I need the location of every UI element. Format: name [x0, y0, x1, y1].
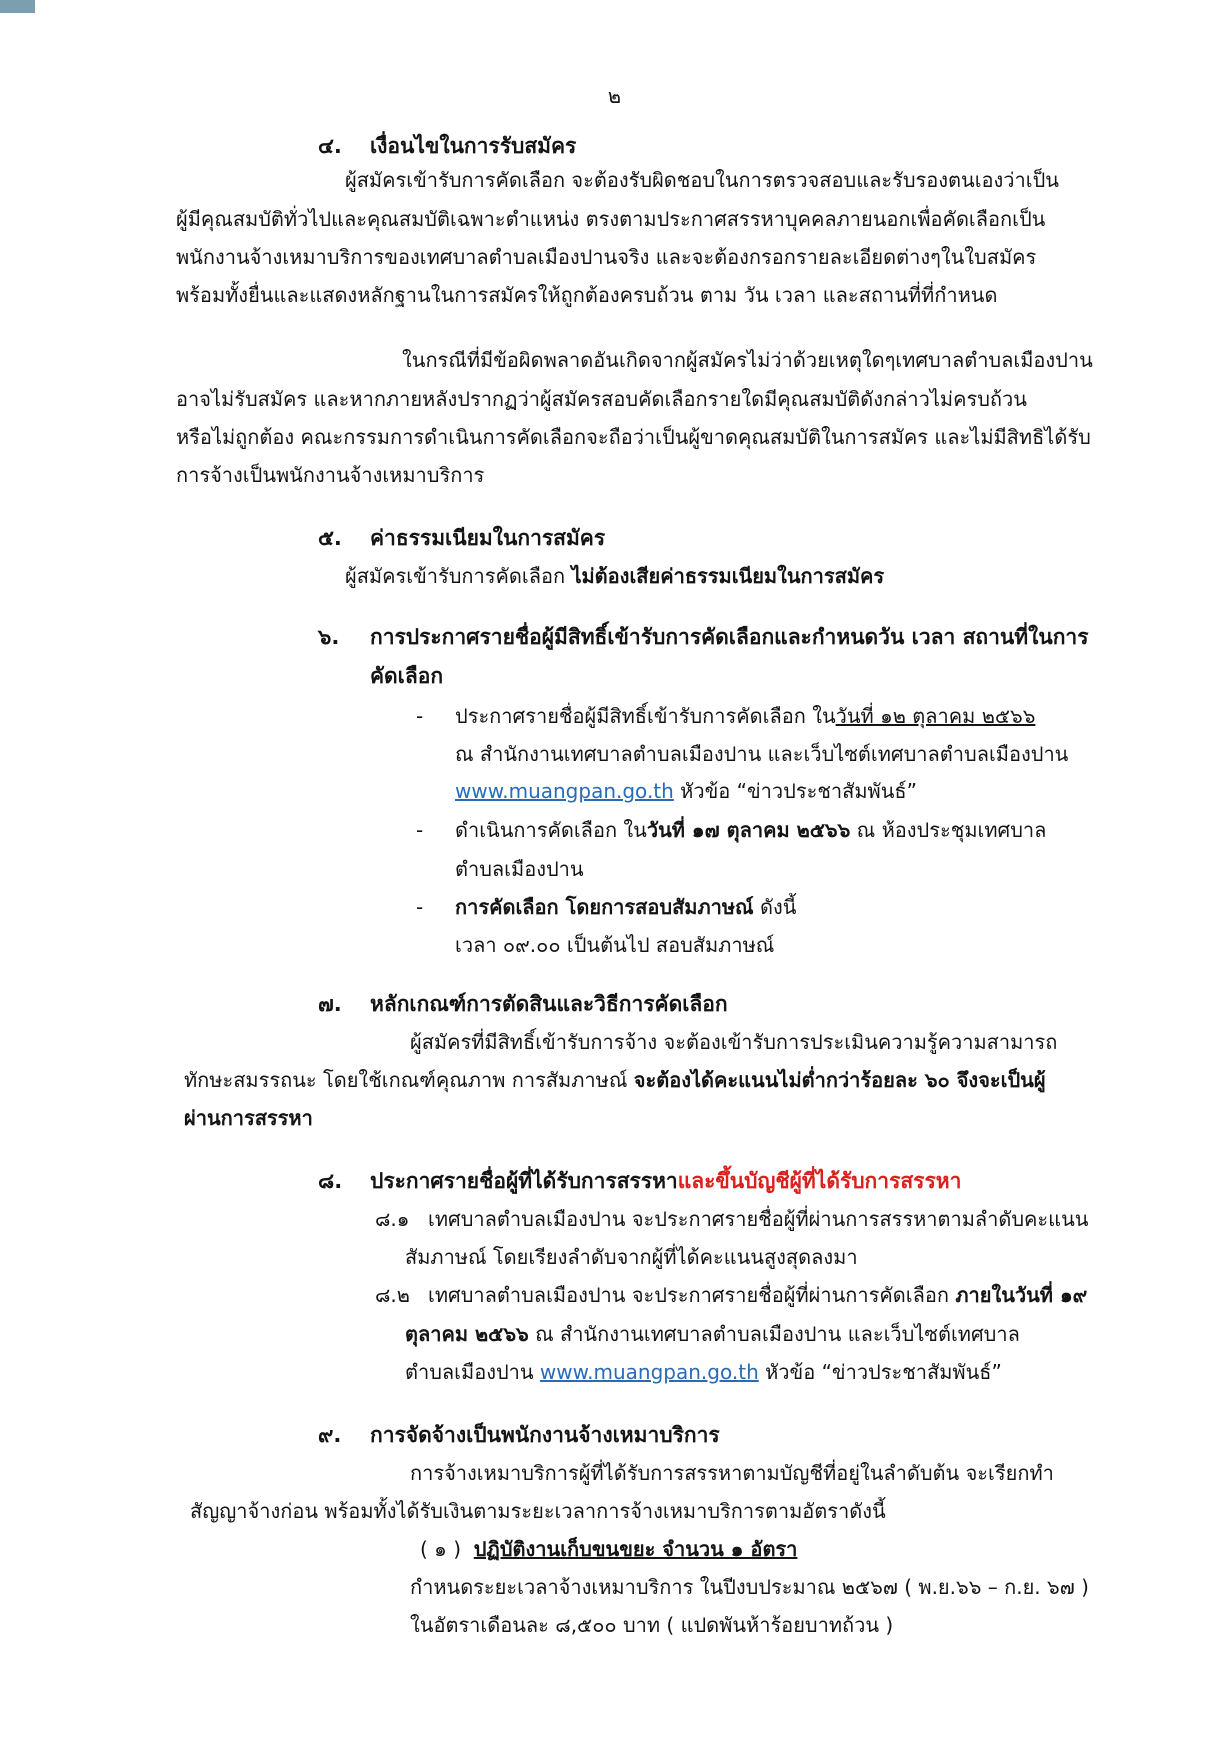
scan-edge-mark: [0, 0, 35, 13]
bullet-2-text: ดำเนินการคัดเลือก ใน: [455, 818, 647, 842]
item-8-2-month: ตุลาคม ๒๕๖๖: [405, 1322, 529, 1346]
paragraph-line: อาจไม่รับสมัคร และหากภายหลังปรากฏว่าผู้สมัครสอบคัดเลือกรายใดมีคุณสมบัติดังกล่าวไม่ครบถ้วน: [176, 387, 1027, 411]
section-7-heading: [318, 990, 728, 1018]
item-9-1-number: ( ๑ ): [420, 1537, 462, 1561]
item-8-2-number: ๘.๒: [375, 1283, 410, 1307]
bullet-2-line1: [455, 816, 1046, 844]
bullet-3-line2: เวลา ๐๙.๐๐ เป็นต้นไป สอบสัมภาษณ์: [455, 933, 775, 957]
section-9-title: การจัดจ้างเป็นพนักงานจ้างเหมาบริการ: [370, 1423, 720, 1447]
item-9-1-line3: ในอัตราเดือนละ ๘,๕๐๐ บาท ( แปดพันห้าร้อยบาทถ้วน ): [410, 1613, 894, 1637]
item-8-2-date: ภายในวันที่ ๑๙: [955, 1283, 1088, 1307]
bullet-3-text: ดังนี้: [753, 895, 797, 919]
section-7-number: ๗.: [318, 992, 342, 1016]
section-8-number: ๘.: [318, 1169, 343, 1193]
section-5-heading: [318, 524, 605, 552]
section-5-number: ๕.: [318, 526, 342, 550]
item-9-1-line2: กำหนดระยะเวลาจ้างเหมาบริการ ในปีงบประมาณ ๒๕๖๗ ( พ.ย.๖๖ – ก.ย. ๖๗ ): [410, 1575, 1089, 1599]
item-8-2-line2: [405, 1320, 1020, 1348]
paragraph-line: การจ้างเป็นพนักงานจ้างเหมาบริการ: [176, 463, 485, 487]
bullet-dash: -: [416, 818, 424, 842]
section-6-number: ๖.: [318, 625, 340, 649]
paragraph-line: สัญญาจ้างก่อน พร้อมทั้งได้รับเงินตามระยะเวลาการจ้างเหมาบริการตามอัตราดังนี้: [190, 1499, 886, 1523]
section-4-heading: [318, 132, 576, 160]
bullet-2-place: ณ ห้องประชุมเทศบาล: [850, 818, 1047, 842]
item-8-2-text-2: ตำบลเมืองปาน: [405, 1360, 540, 1384]
paragraph-line: [184, 1066, 1046, 1094]
bullet-1-line1: [455, 702, 1035, 730]
section-9-number: ๙.: [318, 1423, 342, 1447]
bullet-1-line3: [455, 777, 917, 805]
section-7-title: หลักเกณฑ์การตัดสินและวิธีการคัดเลือก: [370, 992, 728, 1016]
bullet-3-line1: [455, 893, 796, 921]
section-5-text-pre: ผู้สมัครเข้ารับการคัดเลือก: [345, 564, 572, 588]
section-8-title: ประกาศรายชื่อผู้ที่ได้รับการสรรหา: [370, 1169, 678, 1193]
section-4-title: เงื่อนไขในการรับสมัคร: [370, 134, 577, 158]
item-8-1-line2: สัมภาษณ์ โดยเรียงลำดับจากผู้ที่ได้คะแนนสูงสุดลงมา: [405, 1245, 858, 1269]
item-8-1-number: ๘.๑: [375, 1207, 410, 1231]
website-link[interactable]: www.muangpan.go.th: [455, 779, 674, 803]
section-7-criteria: จะต้องได้คะแนนไม่ต่ำกว่าร้อยละ ๖๐ จึงจะเป็นผู้: [633, 1068, 1046, 1092]
bullet-3-title: การคัดเลือก โดยการสอบสัมภาษณ์: [455, 895, 754, 919]
section-6-title-line2: คัดเลือก: [370, 664, 444, 688]
section-6-title: การประกาศรายชื่อผู้มีสิทธิ์เข้ารับการคัดเลือกและกำหนดวัน เวลา สถานที่ในการ: [370, 625, 1089, 649]
section-5-title: ค่าธรรมเนียมในการสมัคร: [370, 526, 606, 550]
item-8-2-text: เทศบาลตำบลเมืองปาน จะประกาศรายชื่อผู้ที่ผ่านการคัดเลือก: [428, 1283, 956, 1307]
paragraph-line: การจ้างเหมาบริการผู้ที่ได้รับการสรรหาตามบัญชีที่อยู่ในลำดับต้น จะเรียกทำ: [410, 1461, 1054, 1485]
item-8-2-line3: [405, 1358, 1002, 1386]
section-4-number: ๔.: [318, 134, 342, 158]
paragraph-line: พร้อมทั้งยื่นและแสดงหลักฐานในการสมัครให้ถูกต้องครบถ้วน ตาม วัน เวลา และสถานที่ที่กำหนด: [176, 283, 998, 307]
bullet-1-date: วันที่ ๑๒ ตุลาคม ๒๕๖๖: [835, 704, 1036, 728]
section-5-text-bold: ไม่ต้องเสียค่าธรรมเนียมในการสมัคร: [571, 564, 885, 588]
bullet-dash: -: [416, 895, 424, 919]
bullet-1-text: ประกาศรายชื่อผู้มีสิทธิ์เข้ารับการคัดเลือก ใน: [455, 704, 836, 728]
paragraph-line: ผู้สมัครที่มีสิทธิ์เข้ารับการจ้าง จะต้องเข้ารับการประเมินความรู้ความสามารถ: [410, 1030, 1058, 1054]
item-8-2-topic: หัวข้อ “ข่าวประชาสัมพันธ์”: [758, 1360, 1002, 1384]
paragraph-line: ผ่านการสรรหา: [184, 1106, 313, 1130]
website-link[interactable]: www.muangpan.go.th: [539, 1360, 759, 1384]
item-8-2-line1: [428, 1281, 1087, 1309]
item-9-1-title: ปฏิบัติงานเก็บขนขยะ จำนวน ๑ อัตรา: [473, 1537, 798, 1561]
bullet-2-date: วันที่ ๑๗ ตุลาคม ๒๕๖๖: [646, 818, 851, 842]
section-8-title-red: และขึ้นบัญชีผู้ที่ได้รับการสรรหา: [677, 1169, 962, 1193]
section-6-heading: [318, 623, 1089, 651]
bullet-2-line2: ตำบลเมืองปาน: [455, 857, 584, 881]
bullet-1-topic: หัวข้อ “ข่าวประชาสัมพันธ์”: [673, 779, 917, 803]
paragraph-line: หรือไม่ถูกต้อง คณะกรรมการดำเนินการคัดเลือกจะถือว่าเป็นผู้ขาดคุณสมบัติในการสมัคร และไม่มีสิทธิได้รับ: [176, 425, 1091, 449]
section-5-text: [345, 562, 884, 590]
item-8-1-line1: เทศบาลตำบลเมืองปาน จะประกาศรายชื่อผู้ที่ผ่านการสรรหาตามลำดับคะแนน: [428, 1207, 1089, 1231]
bullet-1-line2: ณ สำนักงานเทศบาลตำบลเมืองปาน และเว็บไซต์เทศบาลตำบลเมืองปาน: [455, 742, 1069, 766]
page-number: ๒: [607, 84, 622, 108]
bullet-dash: -: [416, 704, 424, 728]
paragraph-line: ผู้มีคุณสมบัติทั่วไปและคุณสมบัติเฉพาะตำแหน่ง ตรงตามประกาศสรรหาบุคคลภายนอกเพื่อคัดเลือกเป็น: [176, 207, 1046, 231]
paragraph-line: ในกรณีที่มีข้อผิดพลาดอันเกิดจากผู้สมัครไม่ว่าด้วยเหตุใดๆเทศบาลตำบลเมืองปาน: [402, 348, 1093, 372]
section-7-text: ทักษะสมรรถนะ โดยใช้เกณฑ์คุณภาพ การสัมภาษณ์: [184, 1068, 634, 1092]
section-9-heading: [318, 1421, 720, 1449]
section-8-heading: [318, 1167, 961, 1195]
item-9-1-line1: [420, 1535, 797, 1563]
paragraph-line: ผู้สมัครเข้ารับการคัดเลือก จะต้องรับผิดชอบในการตรวจสอบและรับรองตนเองว่าเป็น: [345, 168, 1059, 192]
item-8-2-place: ณ สำนักงานเทศบาลตำบลเมืองปาน และเว็บไซต์เทศบาล: [528, 1322, 1020, 1346]
paragraph-line: พนักงานจ้างเหมาบริการของเทศบาลตำบลเมืองปานจริง และจะต้องกรอกรายละเอียดต่างๆในใบสมัคร: [176, 245, 1037, 269]
